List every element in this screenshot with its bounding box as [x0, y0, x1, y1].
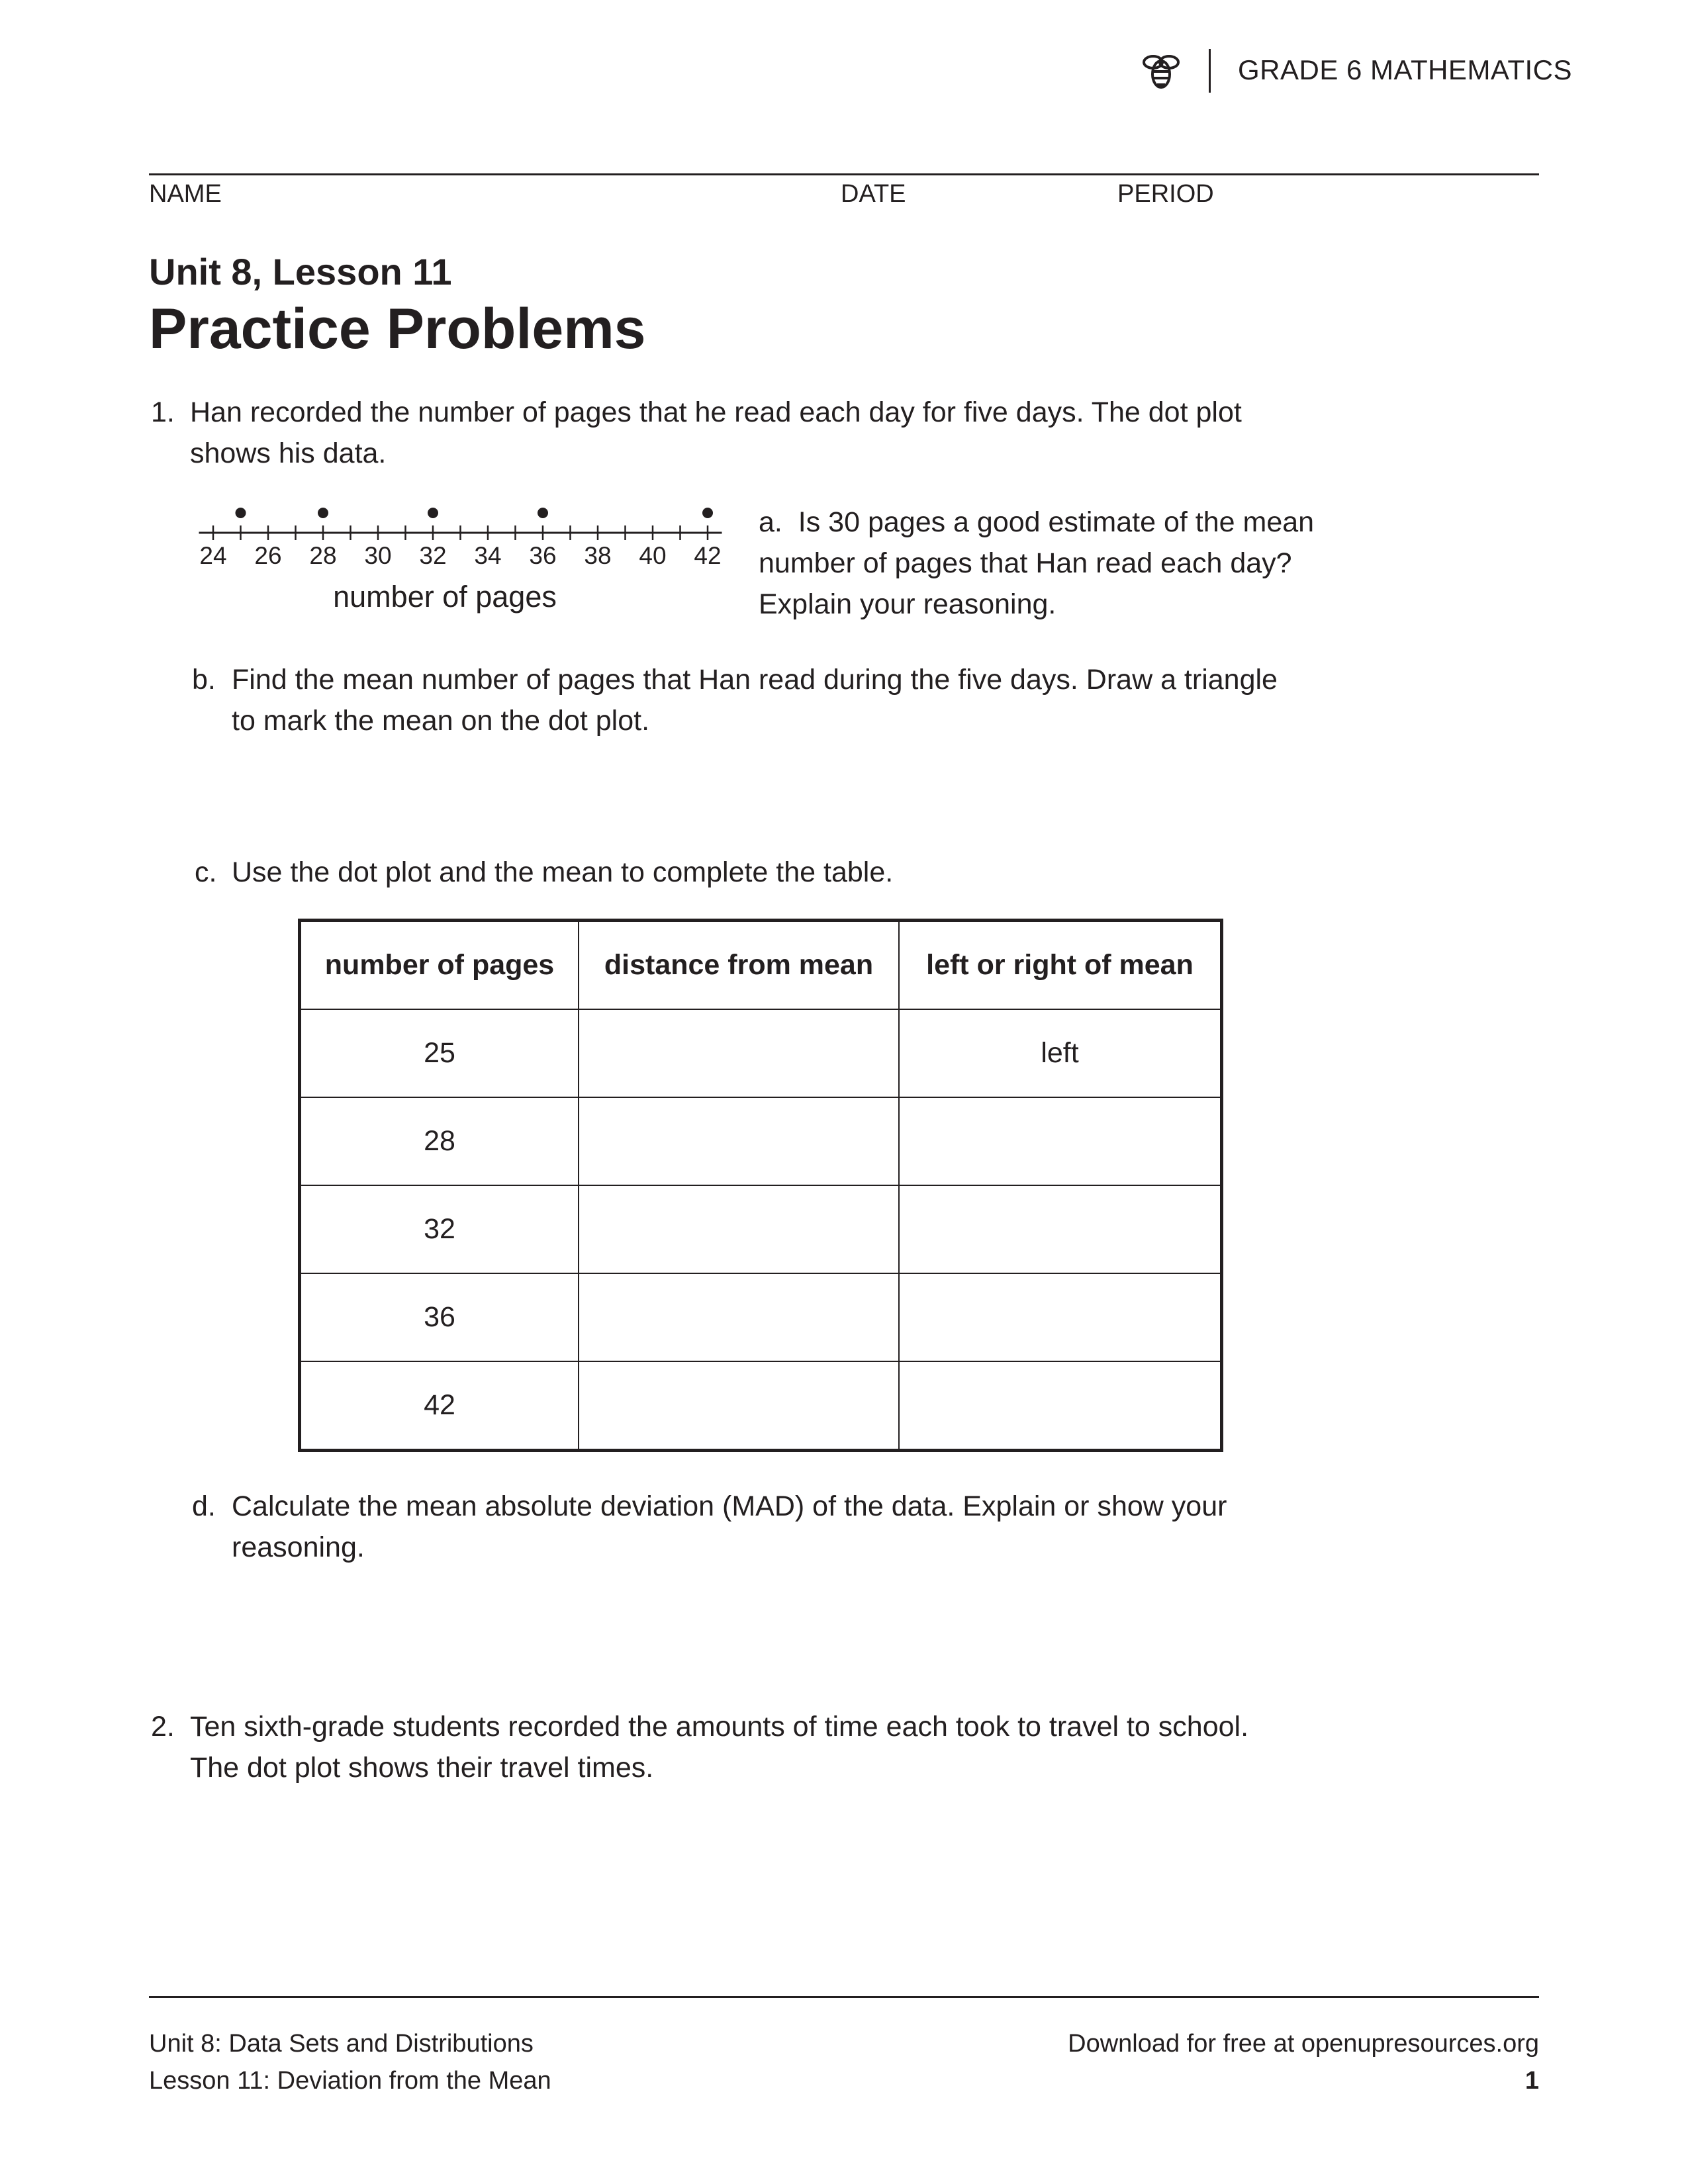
dot-plot-axis-label: number of pages — [333, 580, 557, 614]
dot-plot-tick-label: 30 — [364, 542, 392, 569]
problem-2-number: 2. — [151, 1711, 175, 1743]
table-answer-cell[interactable] — [899, 1273, 1222, 1361]
part-a-line: number of pages that Han read each day? — [759, 547, 1292, 579]
subject-title: GRADE 6 MATHEMATICS — [1238, 54, 1572, 85]
dot-plot-point — [428, 508, 438, 518]
footer-download-link[interactable]: Download for free at openupresources.org — [1068, 2030, 1539, 2058]
table-answer-cell[interactable] — [899, 1097, 1222, 1185]
table-header-cell: distance from mean — [579, 921, 899, 1010]
table-answer-cell[interactable] — [899, 1185, 1222, 1273]
table-header-cell: left or right of mean — [899, 921, 1222, 1010]
part-c-line: Use the dot plot and the mean to complete the table. — [232, 856, 894, 888]
page-title: Practice Problems — [149, 297, 646, 361]
part-b-line: Find the mean number of pages that Han read during the five days. Draw a triangle — [232, 664, 1278, 696]
table-answer-cell[interactable] — [579, 1185, 899, 1273]
dot-plot-point — [702, 508, 713, 518]
part-a — [759, 502, 1354, 625]
name-label: NAME — [149, 180, 222, 208]
page-number: 1 — [1524, 2067, 1539, 2095]
footer-unit: Unit 8: Data Sets and Distributions — [149, 2030, 534, 2058]
table-cell: 28 — [300, 1097, 579, 1185]
problem-1-number: 1. — [151, 396, 175, 428]
table-row — [300, 1185, 1222, 1273]
part-d-text — [232, 1486, 1357, 1568]
dot-plot-tick-label: 34 — [474, 542, 502, 569]
table-answer-cell[interactable] — [579, 1097, 899, 1185]
table-row — [300, 1273, 1222, 1361]
dot-plot-point — [538, 508, 548, 518]
deviation-table — [298, 919, 1223, 1452]
pages-dot-plot — [188, 493, 744, 619]
dot-plot-tick-label: 24 — [199, 542, 227, 569]
table-answer-cell[interactable] — [899, 1361, 1222, 1451]
table-answer-cell[interactable] — [579, 1009, 899, 1097]
dot-plot-tick-label: 26 — [254, 542, 282, 569]
dot-plot-tick-label: 38 — [584, 542, 612, 569]
footer-lesson: Lesson 11: Deviation from the Mean — [149, 2067, 551, 2095]
table-row — [300, 1097, 1222, 1185]
table-answer-cell[interactable] — [579, 1273, 899, 1361]
table-cell: 25 — [300, 1009, 579, 1097]
dot-plot-tick-label: 32 — [419, 542, 447, 569]
table-cell: 42 — [300, 1361, 579, 1451]
table-row — [300, 1361, 1222, 1451]
period-label: PERIOD — [1117, 180, 1214, 208]
table-answer-cell[interactable] — [579, 1361, 899, 1451]
part-c-label: c. — [195, 856, 217, 888]
footer-rule — [149, 1996, 1539, 1998]
table-cell: 36 — [300, 1273, 579, 1361]
part-d-label: d. — [192, 1490, 216, 1522]
part-d-line: reasoning. — [232, 1531, 365, 1563]
part-b-line: to mark the mean on the dot plot. — [232, 705, 650, 737]
problem-1-intro-line: shows his data. — [190, 437, 387, 469]
top-rule — [149, 173, 1539, 175]
dot-plot-tick-label: 42 — [694, 542, 722, 569]
header-separator — [1209, 49, 1211, 93]
problem-2-line: The dot plot shows their travel times. — [190, 1752, 654, 1784]
part-b-label: b. — [192, 664, 216, 696]
part-b-text — [232, 659, 1357, 741]
date-label: DATE — [841, 180, 906, 208]
dot-plot-tick-label: 40 — [639, 542, 667, 569]
part-a-label: a. — [759, 506, 782, 538]
part-a-line: Explain your reasoning. — [759, 588, 1056, 620]
problem-2-text — [190, 1706, 1348, 1788]
dot-plot-point — [236, 508, 246, 518]
table-row — [300, 1009, 1222, 1097]
dot-plot-tick-label: 28 — [309, 542, 337, 569]
unit-title: Unit 8, Lesson 11 — [149, 251, 452, 293]
part-d-line: Calculate the mean absolute deviation (MAD) of the data. Explain or show your — [232, 1490, 1227, 1522]
table-cell: left — [899, 1009, 1222, 1097]
table-header-row — [300, 921, 1222, 1010]
dot-plot-point — [318, 508, 328, 518]
table-header-cell: number of pages — [300, 921, 579, 1010]
problem-2-line: Ten sixth-grade students recorded the amounts of time each took to travel to school. — [190, 1711, 1249, 1743]
dot-plot-tick-label: 36 — [529, 542, 557, 569]
bee-logo-icon — [1139, 48, 1184, 93]
table-cell: 32 — [300, 1185, 579, 1273]
part-a-line: Is 30 pages a good estimate of the mean — [798, 506, 1315, 538]
problem-1-intro-line: Han recorded the number of pages that he read each day for five days. The dot plot — [190, 396, 1242, 428]
problem-1-intro — [190, 392, 1315, 474]
